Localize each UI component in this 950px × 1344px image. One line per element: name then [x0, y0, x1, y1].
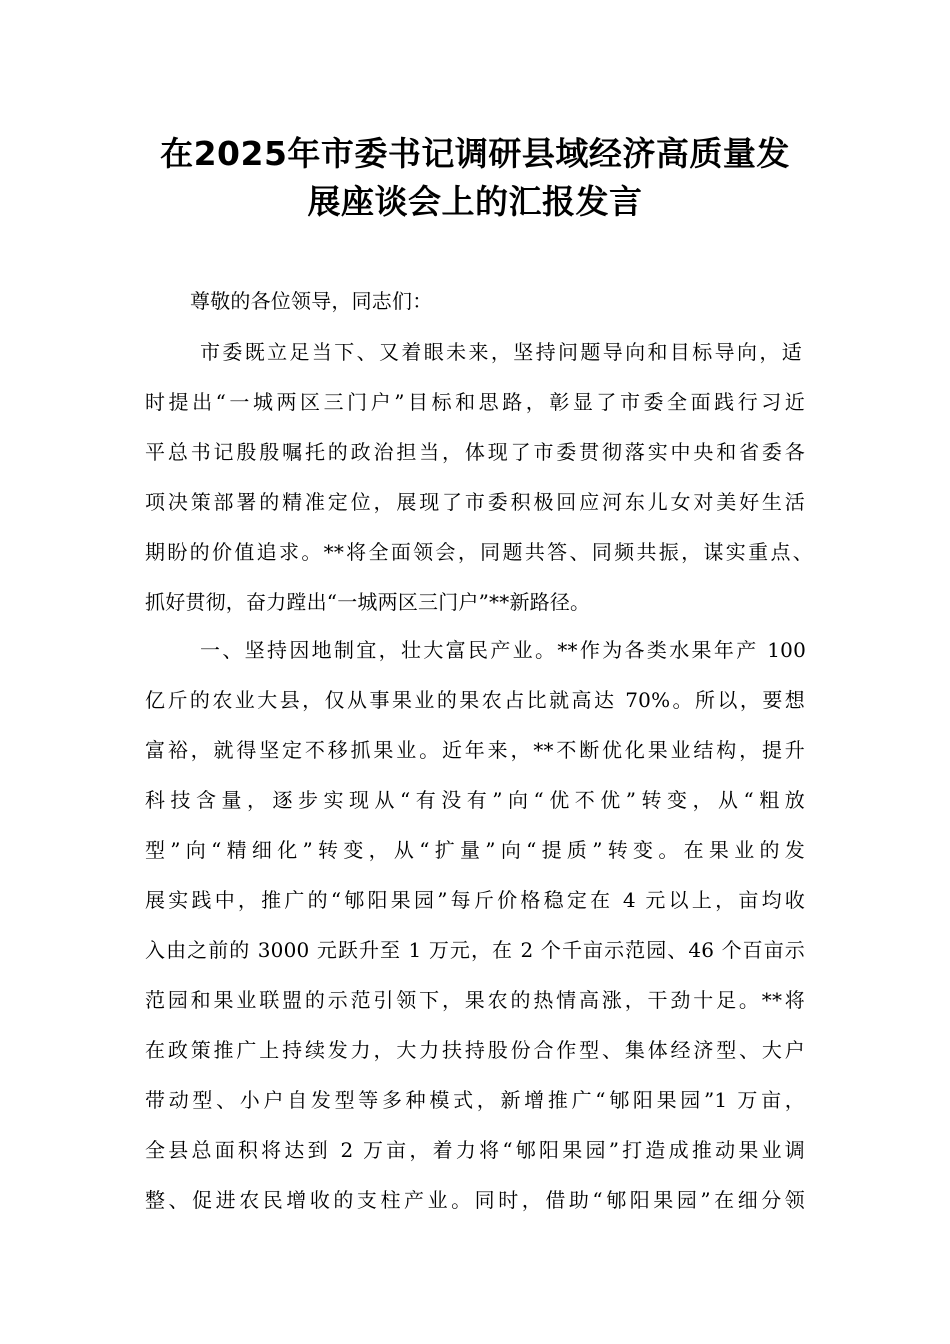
paragraph-line: 亿斤的农业大县，仅从事果业的果农占比就高达 70%。所以，要想 — [145, 688, 805, 712]
paragraph-line: 带动型、小户自发型等多种模式，新增推广“郇阳果园”1 万亩， — [145, 1088, 805, 1112]
document-title-line-2: 展座谈会上的汇报发言 — [307, 182, 643, 221]
paragraph-line: 整、促进农民增收的支柱产业。同时，借助“郇阳果园”在细分领 — [145, 1188, 805, 1212]
salutation: 尊敬的各位领导，同志们： — [190, 289, 433, 313]
document-title-line-1: 在2025年市委书记调研县域经济高质量发 — [160, 134, 790, 173]
paragraph-line: 一、坚持因地制宜，壮大富民产业。**作为各类水果年产 100 — [200, 638, 806, 662]
paragraph-line: 科技含量，逐步实现从“有没有”向“优不优”转变，从“粗放 — [145, 788, 805, 812]
paragraph-line: 在政策推广上持续发力，大力扶持股份合作型、集体经济型、大户 — [145, 1038, 805, 1062]
paragraph-line: 型”向“精细化”转变，从“扩量”向“提质”转变。在果业的发 — [145, 838, 805, 862]
paragraph-line: 期盼的价值追求。**将全面领会，同题共答、同频共振，谋实重点、 — [145, 540, 813, 564]
paragraph-line: 范园和果业联盟的示范引领下，果农的热情高涨，干劲十足。**将 — [145, 988, 805, 1012]
paragraph-line: 入由之前的 3000 元跃升至 1 万元，在 2 个千亩示范园、46 个百亩示 — [145, 938, 805, 962]
paragraph-line: 展实践中，推广的“郇阳果园”每斤价格稳定在 4 元以上，亩均收 — [145, 888, 805, 912]
paragraph-line: 抓好贯彻，奋力蹚出“一城两区三门户”**新路径。 — [145, 590, 591, 614]
paragraph-line: 全县总面积将达到 2 万亩，着力将“郇阳果园”打造成推动果业调 — [145, 1138, 805, 1162]
paragraph-line: 时提出“一城两区三门户”目标和思路，彰显了市委全面践行习近 — [145, 390, 805, 414]
paragraph-line: 平总书记殷殷嘱托的政治担当，体现了市委贯彻落实中央和省委各 — [145, 440, 805, 464]
paragraph-line: 富裕，就得坚定不移抓果业。近年来，**不断优化果业结构，提升 — [145, 738, 805, 762]
paragraph-line: 项决策部署的精准定位，展现了市委积极回应河东儿女对美好生活 — [145, 490, 805, 514]
paragraph-line: 市委既立足当下、又着眼未来，坚持问题导向和目标导向，适 — [200, 340, 802, 364]
